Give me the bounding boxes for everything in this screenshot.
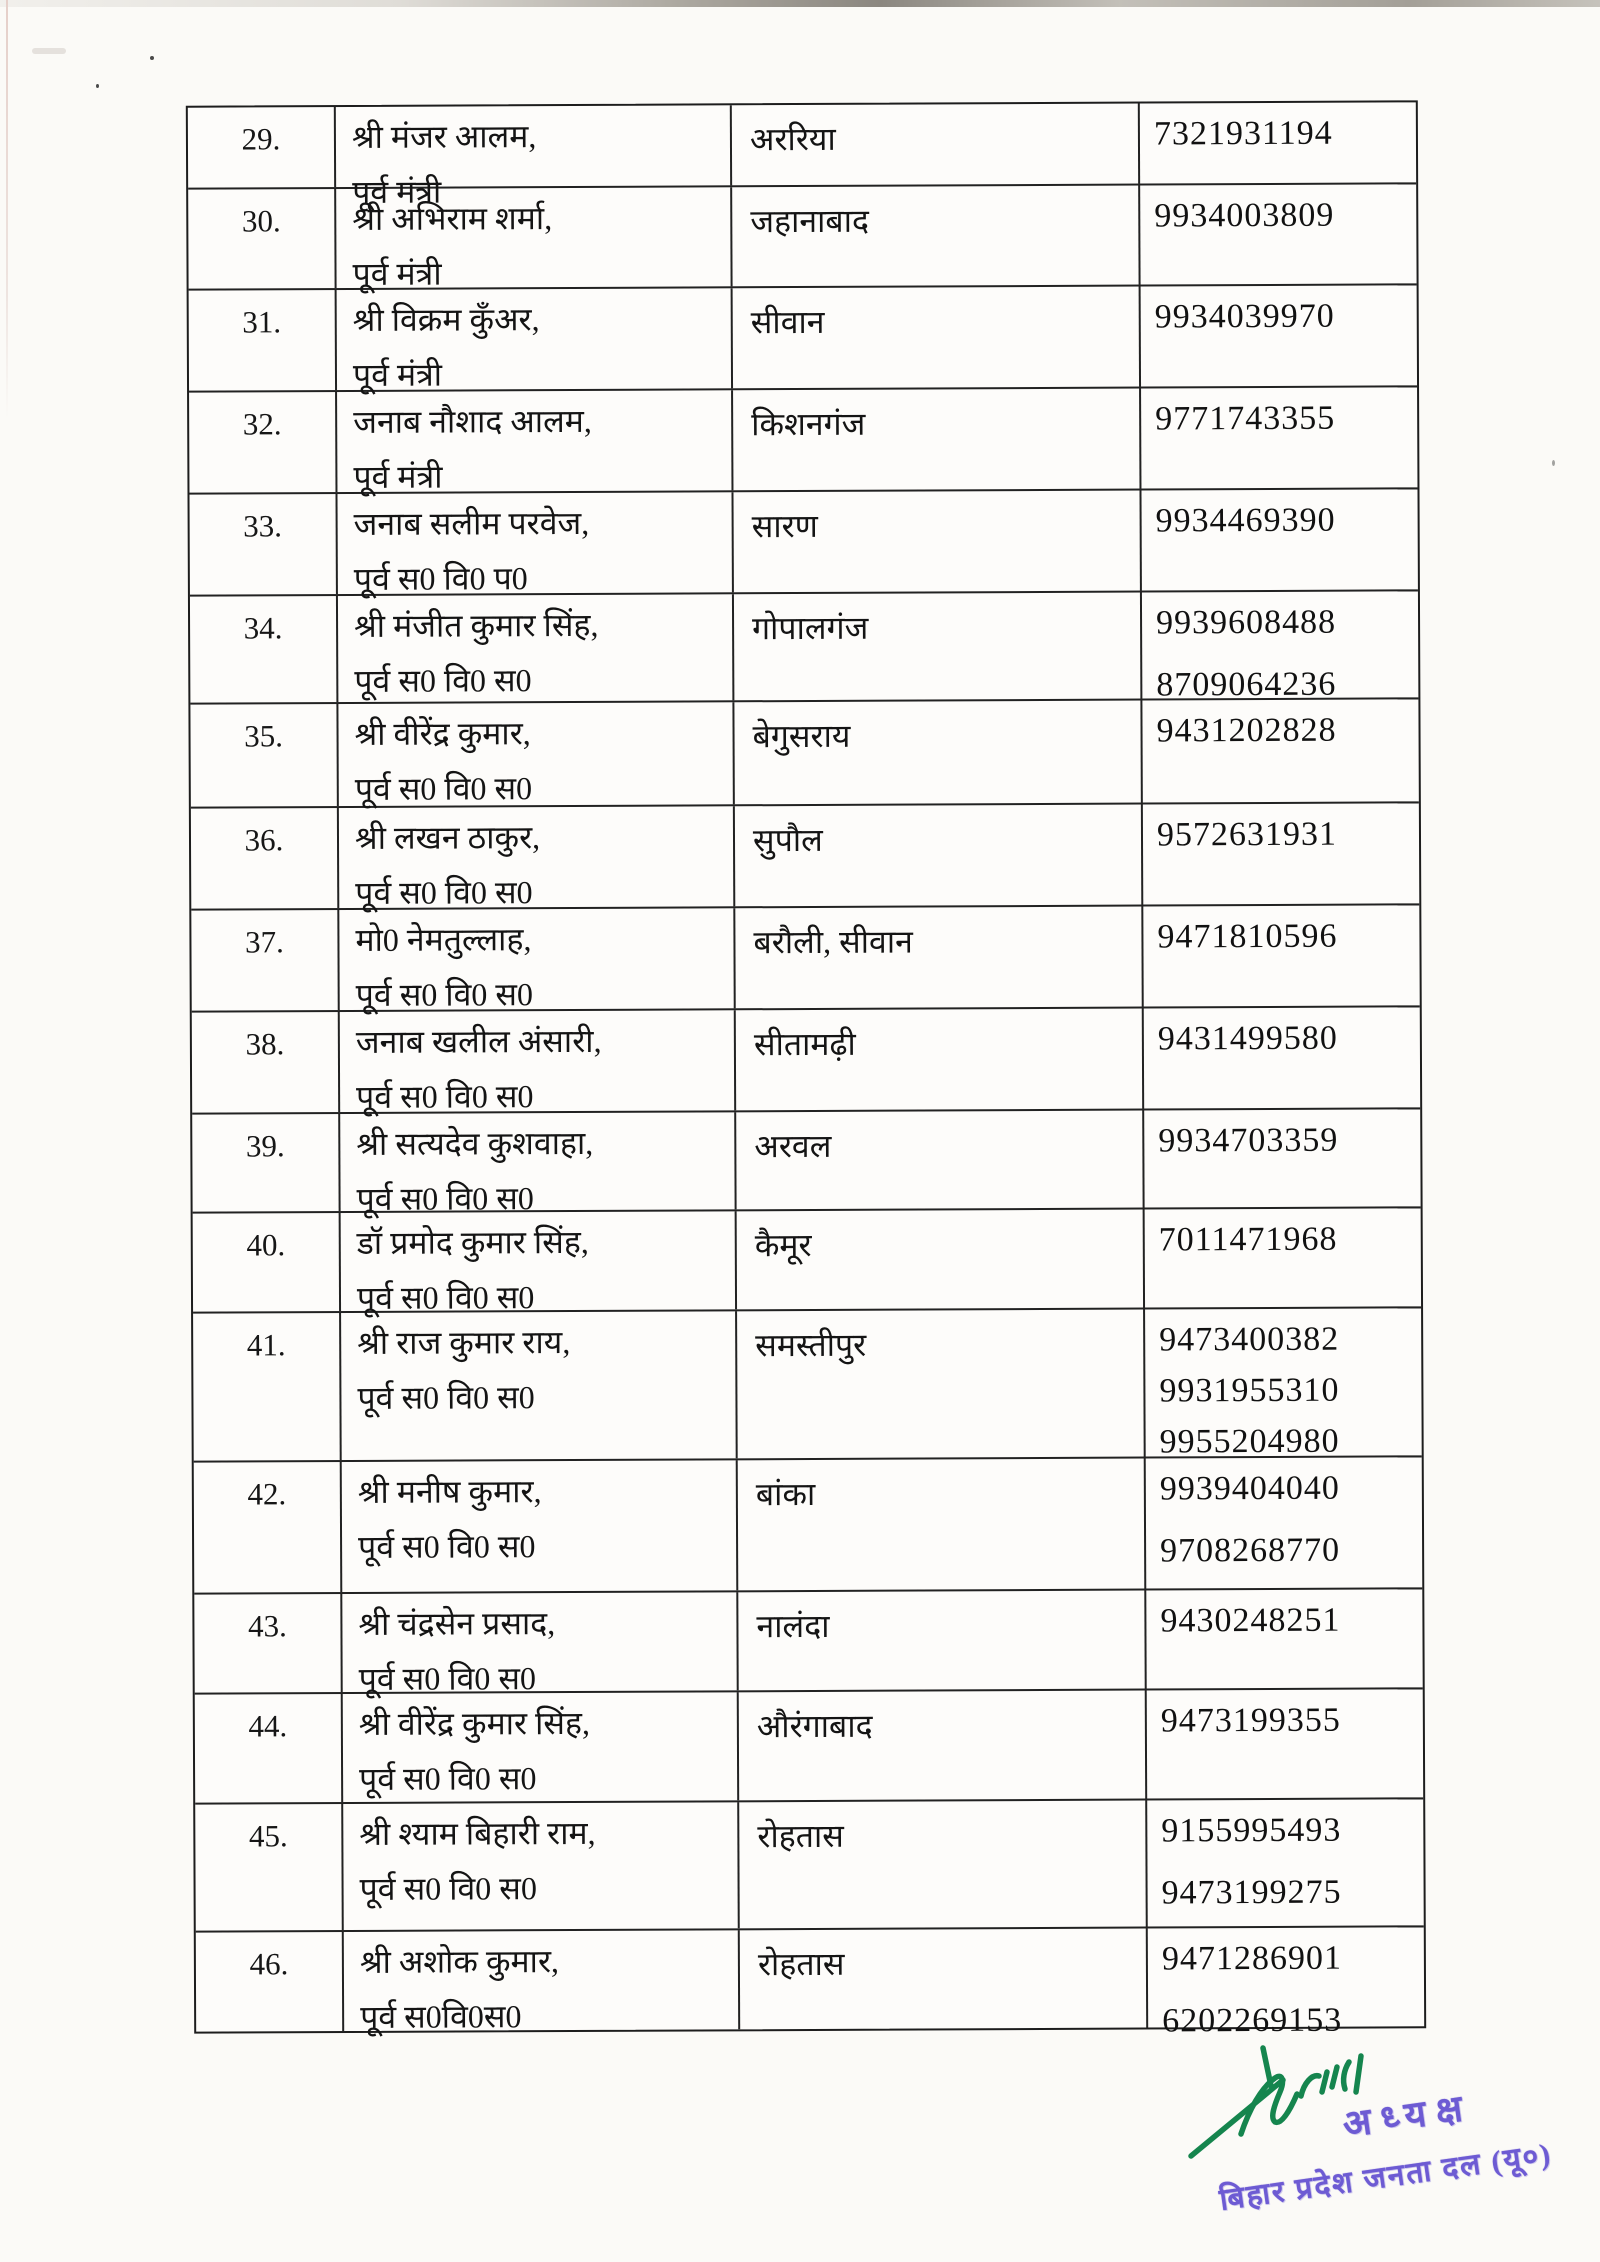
person-designation: पूर्व मंत्री: [352, 173, 442, 210]
name-cell: [337, 492, 733, 597]
name-cell: [343, 1802, 740, 1930]
scan-speck: [96, 84, 99, 88]
table-row: [188, 184, 1416, 290]
phone-number: 6202269153: [1162, 2001, 1343, 2040]
phone-number: 9430248251: [1160, 1601, 1341, 1640]
phone-number: 7011471968: [1158, 1220, 1338, 1259]
person-name: श्री वीरेंद्र कुमार सिंह,: [358, 1704, 591, 1742]
person-name: श्री मनीष कुमार,: [357, 1473, 542, 1510]
name-cell: [336, 105, 732, 210]
table-row: [196, 1927, 1424, 2040]
serial-number: 40.: [193, 1213, 341, 1312]
phone-cell: [1145, 1308, 1422, 1461]
scan-smudge: [32, 48, 66, 54]
person-name: श्री लखन ठाकुर,: [354, 819, 541, 856]
table-row: [190, 699, 1418, 808]
table-row: [193, 1308, 1422, 1462]
district-cell: सुपौल: [735, 805, 1143, 907]
table-row: [189, 387, 1417, 494]
table-row: [193, 1208, 1421, 1316]
phone-cell: [1146, 1589, 1422, 1688]
serial-number: 33.: [189, 494, 337, 595]
person-designation: पूर्व स0 वि0 स0: [358, 1527, 536, 1565]
person-designation: पूर्व स0वि0स0: [360, 1997, 522, 2035]
table-row: [191, 905, 1419, 1012]
serial-number: 29.: [188, 107, 336, 188]
scan-speck: [150, 56, 154, 60]
person-name: जनाब खलील अंसारी,: [355, 1022, 602, 1060]
scan-speck: [1552, 460, 1555, 466]
name-cell: [341, 1311, 738, 1460]
person-designation: पूर्व मंत्री: [352, 356, 443, 393]
district-cell: रोहतास: [739, 1801, 1148, 1929]
contacts-table: [186, 100, 1426, 2040]
person-name: श्री श्याम बिहारी राम,: [359, 1814, 596, 1852]
scan-top-edge-artifact: [0, 0, 1600, 7]
phone-cell: [1140, 102, 1416, 183]
person-designation: पूर्व स0 वि0 स0: [356, 1077, 534, 1115]
serial-number: 39.: [192, 1114, 340, 1212]
name-cell: [340, 1112, 736, 1217]
serial-number: 34.: [190, 596, 338, 703]
person-designation: पूर्व स0 वि0 स0: [356, 1278, 535, 1316]
phone-cell: [1145, 1208, 1421, 1307]
table-row: [194, 1589, 1422, 1697]
person-designation: पूर्व स0 वि0 स0: [358, 1659, 537, 1697]
serial-number: 38.: [192, 1012, 340, 1113]
person-name: श्री सत्यदेव कुशवाहा,: [356, 1124, 594, 1162]
phone-number: 9471286901: [1161, 1939, 1342, 1978]
serial-number: 45.: [195, 1804, 344, 1931]
table-row: [195, 1689, 1423, 1804]
name-cell: [338, 594, 734, 702]
phone-cell: [1144, 1109, 1420, 1207]
person-designation: पूर्व स0 वि0 स0: [357, 1378, 535, 1416]
district-cell: सीतामढ़ी: [736, 1009, 1144, 1111]
phone-number: 9431499580: [1157, 1019, 1338, 1058]
serial-number: 42.: [194, 1462, 343, 1593]
district-cell: रोहतास: [740, 1929, 1148, 2030]
phone-number: 9931955310: [1159, 1371, 1340, 1410]
person-name: श्री मंजीत कुमार सिंह,: [353, 606, 599, 644]
serial-number: 46.: [196, 1932, 344, 2032]
person-designation: पूर्व स0 वि0 स0: [354, 769, 533, 807]
phone-number: 9771743355: [1155, 399, 1336, 438]
phone-number: 9934703359: [1158, 1121, 1339, 1160]
name-cell: [337, 390, 733, 495]
serial-number: 41.: [193, 1313, 342, 1461]
district-cell: कैमूर: [737, 1210, 1145, 1310]
table-row: [189, 285, 1417, 392]
table-row: [188, 102, 1416, 210]
person-name: श्री अशोक कुमार,: [359, 1943, 560, 1980]
person-designation: पूर्व स0 वि0 स0: [355, 975, 534, 1013]
serial-number: 44.: [195, 1694, 343, 1803]
name-cell: [343, 1692, 739, 1802]
district-cell: औरंगाबाद: [739, 1691, 1147, 1801]
serial-number: 43.: [194, 1594, 342, 1693]
district-cell: बरौली, सीवान: [735, 907, 1143, 1009]
district-cell: सीवान: [733, 287, 1141, 389]
person-name: श्री वीरेंद्र कुमार,: [354, 715, 531, 752]
person-name: श्री विक्रम कुँअर,: [352, 301, 540, 338]
district-cell: नालंदा: [738, 1591, 1146, 1691]
person-designation: पूर्व स0 वि0 प0: [353, 559, 528, 597]
table-row: [192, 1007, 1420, 1114]
phone-number: 9955204980: [1159, 1422, 1340, 1461]
phone-number: 9471810596: [1157, 917, 1338, 956]
person-designation: पूर्व स0 वि0 स0: [356, 1179, 534, 1217]
phone-number: 9431202828: [1156, 711, 1337, 750]
serial-number: 32.: [189, 392, 337, 493]
person-designation: पूर्व स0 वि0 स0: [359, 1759, 537, 1797]
district-cell: बांका: [738, 1459, 1147, 1591]
stamp-title: अध्यक्ष: [1340, 2087, 1475, 2147]
name-cell: [340, 1010, 736, 1115]
table-row: [195, 1799, 1424, 1932]
person-designation: पूर्व स0 वि0 स0: [354, 661, 532, 699]
table-row: [190, 591, 1418, 704]
phone-number: 9473199355: [1160, 1701, 1341, 1740]
name-cell: [339, 908, 735, 1013]
district-cell: गोपालगंज: [734, 593, 1142, 701]
phone-cell: [1148, 1927, 1424, 2040]
phone-cell: [1141, 285, 1417, 386]
phone-number: 8709064236: [1156, 665, 1337, 704]
phone-number: 9934469390: [1155, 501, 1336, 540]
district-cell: जहानाबाद: [732, 186, 1140, 287]
person-designation: पूर्व मंत्री: [353, 458, 443, 495]
name-cell: [338, 702, 734, 806]
table-row: [194, 1457, 1423, 1594]
person-name: श्री मंजर आलम,: [351, 118, 537, 155]
serial-number: 30.: [188, 189, 336, 289]
phone-number: 9934039970: [1154, 297, 1335, 336]
person-name: श्री अभिराम शर्मा,: [352, 200, 553, 237]
district-cell: समस्तीपुर: [737, 1310, 1146, 1459]
phone-number: 7321931194: [1153, 114, 1333, 153]
serial-number: 31.: [189, 290, 337, 391]
phone-number: 9939404040: [1159, 1469, 1340, 1508]
name-cell: [337, 288, 733, 393]
person-name: डॉ प्रमोद कुमार सिंह,: [356, 1223, 589, 1261]
district-cell: अररिया: [732, 104, 1140, 186]
person-name: मो0 नेमतुल्लाह,: [355, 921, 532, 958]
serial-number: 35.: [190, 704, 338, 807]
name-cell: [341, 1211, 737, 1316]
phone-number: 9708268770: [1160, 1531, 1341, 1570]
phone-cell: [1147, 1689, 1423, 1798]
name-cell: [344, 1930, 740, 2035]
person-name: श्री चंद्रसेन प्रसाद,: [358, 1605, 556, 1642]
phone-cell: [1146, 1457, 1423, 1588]
phone-cell: [1140, 184, 1416, 284]
serial-number: 36.: [191, 808, 339, 909]
phone-number: 9934003809: [1154, 196, 1335, 235]
phone-cell: [1147, 1799, 1424, 1926]
person-designation: पूर्व स0 वि0 स0: [359, 1869, 537, 1907]
person-name: जनाब सलीम परवेज,: [353, 504, 590, 542]
table-row: [189, 489, 1417, 596]
phone-cell: [1143, 803, 1419, 904]
district-cell: सारण: [733, 491, 1141, 593]
district-cell: अरवल: [736, 1111, 1144, 1210]
phone-number: 9473199275: [1161, 1873, 1342, 1912]
person-name: जनाब नौशाद आलम,: [353, 402, 592, 440]
stamp-organization: बिहार प्रदेश जनता दल (यू०): [1217, 2137, 1555, 2217]
district-cell: बेगुसराय: [734, 701, 1142, 805]
phone-cell: [1144, 1007, 1420, 1108]
serial-number: 37.: [191, 910, 339, 1011]
name-cell: [339, 806, 735, 911]
person-name: श्री राज कुमार राय,: [357, 1324, 571, 1361]
name-cell: [336, 187, 732, 292]
phone-cell: [1141, 489, 1417, 590]
table-row: [192, 1109, 1420, 1217]
table-row: [191, 803, 1419, 910]
person-designation: पूर्व मंत्री: [352, 255, 442, 292]
name-cell: [342, 1592, 738, 1697]
phone-number: 9939608488: [1155, 603, 1337, 642]
phone-cell: [1142, 699, 1418, 802]
district-cell: किशनगंज: [733, 389, 1141, 491]
phone-cell: [1141, 387, 1417, 488]
phone-number: 9155995493: [1161, 1811, 1342, 1850]
scan-left-edge-artifact: [6, 0, 8, 420]
phone-number: 9473400382: [1159, 1320, 1340, 1359]
name-cell: [342, 1460, 739, 1592]
person-designation: पूर्व स0 वि0 स0: [355, 873, 533, 911]
phone-number: 9572631931: [1156, 815, 1338, 854]
signature-stamp-block: [1165, 2020, 1600, 2240]
phone-cell: [1143, 905, 1419, 1006]
phone-cell: [1142, 591, 1418, 704]
